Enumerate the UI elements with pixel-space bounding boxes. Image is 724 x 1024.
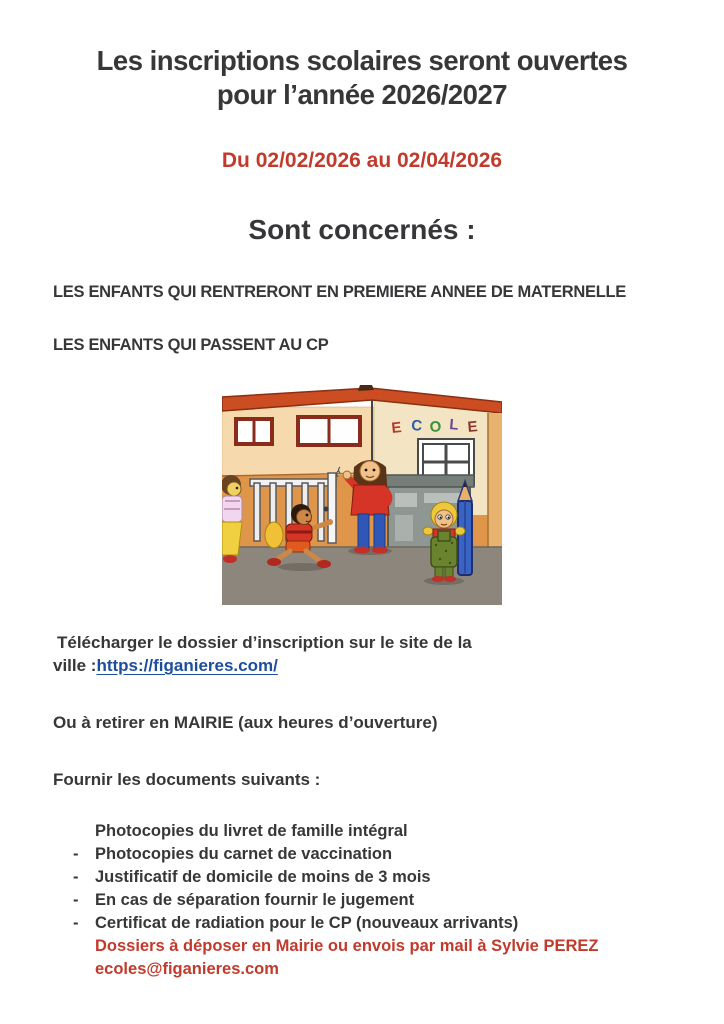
documents-list xyxy=(0,820,724,935)
download-line-1: Télécharger le dossier d’inscription sur le site de la xyxy=(57,633,472,652)
sign-letter-e1: E xyxy=(390,419,403,437)
pickup-instruction: Ou à retirer en MAIRIE (aux heures d’ouverture) xyxy=(53,713,438,732)
title-line-2: pour l’année 2026/2027 xyxy=(216,79,508,110)
list-item xyxy=(0,889,724,912)
sign-letter-l: L xyxy=(448,416,460,434)
contact-line-1: Dossiers à déposer en Mairie ou envois par mail à Sylvie PEREZ xyxy=(95,937,599,955)
list-item-text: En cas de séparation fournir le jugement xyxy=(95,891,415,909)
list-item xyxy=(0,866,724,889)
list-dash: - xyxy=(73,914,79,932)
list-item xyxy=(0,912,724,935)
sign-letter-e2: E xyxy=(466,418,479,436)
city-website-link[interactable]: https://figanieres.com/ xyxy=(96,656,278,675)
download-line-2-prefix: ville : xyxy=(53,656,97,675)
school-illustration-svg xyxy=(222,383,502,605)
list-item-text: Certificat de radiation pour le CP (nouveaux arrivants) xyxy=(95,914,519,932)
sign-letter-o: O xyxy=(429,418,442,436)
list-dash: - xyxy=(73,891,79,909)
enrollment-date-range: Du 02/02/2026 au 02/04/2026 xyxy=(221,149,503,172)
child-left-edge xyxy=(222,475,242,563)
window-left xyxy=(236,419,272,444)
download-instruction xyxy=(0,631,724,677)
list-dash: - xyxy=(73,868,79,886)
list-dash xyxy=(73,820,95,843)
section-heading: Sont concernés : xyxy=(248,214,476,245)
concerned-line-cp: LES ENFANTS QUI PASSENT AU CP xyxy=(53,336,329,354)
list-item-text: Photocopies du livret de famille intégral xyxy=(95,822,408,840)
list-dash: - xyxy=(73,845,79,863)
sign-letter-c: C xyxy=(410,417,423,435)
list-item-text: Photocopies du carnet de vaccination xyxy=(95,845,393,863)
concerned-line-maternelle: LES ENFANTS QUI RENTRERONT EN PREMIERE ANNEE DE MATERNELLE xyxy=(53,283,626,301)
page-title xyxy=(0,44,724,112)
contact-email: ecoles@figanieres.com xyxy=(95,960,279,978)
window-center xyxy=(298,417,360,445)
title-line-1: Les inscriptions scolaires seront ouvertes xyxy=(96,45,628,76)
list-item xyxy=(0,843,724,866)
list-item xyxy=(0,820,724,843)
documents-heading: Fournir les documents suivants : xyxy=(53,770,321,789)
submission-contact xyxy=(0,935,724,981)
school-illustration xyxy=(0,383,724,605)
list-item-text: Justificatif de domicile de moins de 3 mois xyxy=(95,868,431,886)
